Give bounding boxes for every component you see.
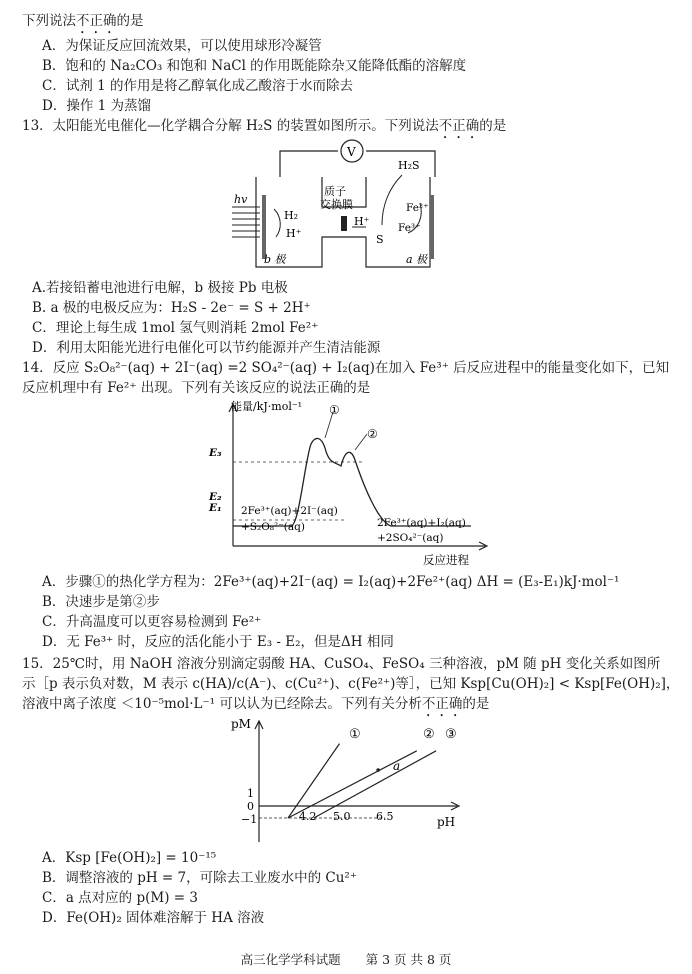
- curve-2-leader: [355, 434, 367, 450]
- q14-option-d: D．无 Fe³⁺ 时，反应的活化能小于 E₃ - E₂，但是ΔH 相同: [42, 634, 394, 650]
- electrode-a: [430, 195, 434, 259]
- energy-ylabel: 能量/kJ·mol⁻¹: [231, 400, 303, 413]
- pm-tick-1: 1: [247, 787, 254, 800]
- electrode-a-label: a 极: [406, 253, 428, 266]
- q13-option-b: B. a 极的电极反应为：H₂S - 2e⁻ = S + 2H⁺: [32, 300, 311, 316]
- ph-tick-5-0: 5.0: [333, 810, 351, 823]
- point-a-label: a: [393, 759, 401, 773]
- q12-option-a: A．为保证反应回流效果，可以使用球形冷凝管: [42, 38, 322, 54]
- electrode-b-label: b 极: [264, 253, 286, 266]
- energy-xlabel: 反应进程: [423, 553, 469, 567]
- pm-series-line-1: [288, 744, 340, 818]
- pm-ylabel: pM: [231, 717, 251, 731]
- membrane-label-1: 质子: [324, 185, 346, 198]
- q15-stem-line3: 溶液中离子浓度 ＜10⁻⁵mol·L⁻¹ 可以认为已经除去。下列有关分析不正确的是: [22, 696, 490, 712]
- q14-stem-line1: 14．反应 S₂O₈²⁻(aq) + 2I⁻(aq) =2 SO₄²⁻(aq) + I₂(aq)在加入 Fe³⁺ 后反应进程中的能量变化如下，已知: [22, 360, 670, 376]
- q15-stem-line2: 示［p 表示负对数，M 表示 c(HA)/c(A⁻)、c(Cu²⁺)、c(Fe²⁺)等］，已知 Ksp[Cu(OH)₂] < Ksp[Fe(OH)₂]，: [22, 676, 680, 692]
- q14-stem-line2: 反应机理中有 Fe²⁺ 出现。下列有关该反应的说法正确的是: [22, 380, 371, 396]
- q13-option-c: C．理论上每生成 1mol 氢气则消耗 2mol Fe²⁺: [32, 320, 319, 336]
- pm-tick-0: 0: [247, 800, 254, 813]
- q15-stem-line1: 15．25℃时，用 NaOH 溶液分别滴定弱酸 HA、CuSO₄、FeSO₄ 三种溶液，pM 随 pH 变化关系如图所: [22, 656, 661, 672]
- q15-option-b: B．调整溶液的 pH = 7，可除去工业废水中的 Cu²⁺: [42, 870, 357, 886]
- q13-option-a: A.若接铅蓄电池进行电解，b 极接 Pb 电极: [32, 280, 288, 296]
- ph-xlabel: pH: [437, 815, 456, 829]
- products-line-1: 2Fe³⁺(aq)+I₂(aq): [377, 517, 466, 529]
- pm-ph-chart: [225, 716, 475, 848]
- q14-option-c: C．升高温度可以更容易检测到 Fe²⁺: [42, 614, 262, 630]
- energy-tick-e1: E₁: [209, 502, 222, 514]
- q12-option-c: C．试剂 1 的作用是将乙醇氧化成乙酸溶于水而除去: [42, 78, 354, 94]
- h2s-label: H₂S: [398, 159, 420, 172]
- products-line-2: +2SO₄²⁻(aq): [377, 532, 444, 544]
- pm-tick-neg1: −1: [241, 813, 258, 826]
- fe2-label: Fe²⁺: [406, 202, 429, 214]
- energy-tick-e2: E₂: [209, 491, 222, 503]
- energy-tick-e3: E₃: [209, 447, 222, 459]
- q15-option-d: D．Fe(OH)₂ 固体难溶解于 HA 溶液: [42, 910, 265, 926]
- q14-option-b: B．决速步是第②步: [42, 594, 160, 610]
- energy-profile-chart: [195, 398, 495, 570]
- h2-label: H₂: [284, 209, 299, 222]
- series-label-1: ①: [349, 727, 361, 742]
- proton-membrane: [341, 216, 347, 231]
- series-label-2: ②: [423, 727, 435, 742]
- series-label-3: ③: [445, 727, 457, 742]
- ph-tick-4-2: 4.2: [299, 810, 317, 823]
- reactants-line-2: +S₂O₈²⁻(aq): [241, 521, 305, 533]
- hplus-right-label: H⁺: [354, 215, 370, 228]
- reactants-line-1: 2Fe³⁺(aq)+2I⁻(aq): [241, 505, 338, 517]
- q13-option-d: D．利用太阳能光进行电催化可以节约能源并产生清洁能源: [32, 340, 381, 356]
- page-footer: 高三化学学科试题 第 3 页 共 8 页: [240, 952, 452, 967]
- q13-stem: 13．太阳能光电催化—化学耦合分解 H₂S 的装置如图所示。下列说法不正确的是: [22, 118, 507, 134]
- q12-option-d: D．操作 1 为蒸馏: [42, 98, 151, 114]
- electrode-b: [262, 195, 266, 259]
- voltmeter-label: V: [347, 145, 356, 159]
- hplus-left-label: H⁺: [286, 227, 302, 240]
- fe3-label: Fe³⁺: [398, 222, 421, 234]
- pm-series-line-3: [314, 751, 436, 818]
- q15-option-c: C．a 点对应的 p(M) = 3: [42, 890, 198, 906]
- curve-label-2: ②: [367, 427, 378, 441]
- hv-label: hv: [234, 193, 248, 206]
- ph-tick-6-5: 6.5: [376, 810, 394, 823]
- q14-option-a: A．步骤①的热化学方程为：2Fe³⁺(aq)+2I⁻(aq) = I₂(aq)+2Fe²⁺(aq) ΔH = (E₃-E₁)kJ·mol⁻¹: [42, 574, 620, 590]
- curve-label-1: ①: [329, 403, 340, 417]
- membrane-label-2: 交换膜: [320, 198, 353, 211]
- q12-stem: 下列说法不正确的是: [22, 13, 144, 29]
- q15-option-a: A．Ksp [Fe(OH)₂] = 10⁻¹⁵: [42, 850, 217, 866]
- electrolysis-cell-diagram: [230, 137, 460, 275]
- sulfur-label: S: [376, 233, 384, 246]
- q12-option-b: B．饱和的 Na₂CO₃ 和饱和 NaCl 的作用既能除杂又能降低酯的溶解度: [42, 58, 467, 74]
- point-a: [376, 768, 380, 772]
